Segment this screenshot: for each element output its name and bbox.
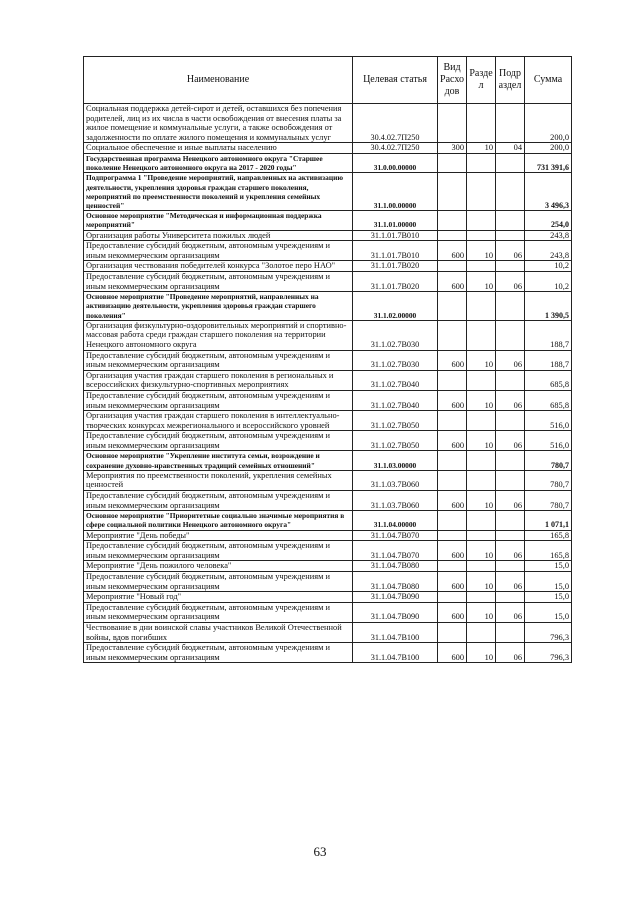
cell-name: Предоставление субсидий бюджетным, автономным учреждениям и иным некоммерческим организациям — [84, 541, 353, 561]
cell-sum: 685,8 — [525, 390, 572, 410]
cell-name: Предоставление субсидий бюджетным, автономным учреждениям и иным некоммерческим организациям — [84, 643, 353, 663]
cell-type — [438, 320, 467, 350]
cell-type: 300 — [438, 143, 467, 154]
header-subsection: Подр аздел — [496, 57, 525, 104]
header-name: Наименование — [84, 57, 353, 104]
cell-sum: 15,0 — [525, 602, 572, 622]
cell-section: 10 — [467, 541, 496, 561]
cell-type — [438, 511, 467, 530]
cell-code: 31.0.00.00000 — [353, 153, 438, 172]
cell-name: Организация физкультурно-оздоровительных мероприятий и спортивно-массовая работа среди граждан старшего поколения на территории Ненецкого автономного округа — [84, 320, 353, 350]
cell-sum: 731 391,6 — [525, 153, 572, 172]
table-row — [84, 541, 572, 561]
cell-name: Подпрограмма 1 "Проведение мероприятий, направленных на активизацию деятельности, укрепления здоровья граждан старшего поколения, мероприятий по преемственности поколений и укрепления семейных ценностей" — [84, 173, 353, 211]
cell-type — [438, 292, 467, 321]
cell-code: 31.1.01.7В020 — [353, 261, 438, 272]
cell-code: 30.4.02.7П250 — [353, 143, 438, 154]
cell-name: Мероприятия по преемственности поколений, укрепления семейных ценностей — [84, 470, 353, 490]
cell-section — [467, 470, 496, 490]
cell-subsection — [496, 592, 525, 603]
cell-section — [467, 592, 496, 603]
cell-sum: 15,0 — [525, 592, 572, 603]
cell-sum: 15,0 — [525, 572, 572, 592]
cell-type — [438, 211, 467, 230]
cell-name: Мероприятие "День пожилого человека" — [84, 561, 353, 572]
cell-type: 600 — [438, 241, 467, 261]
cell-section: 10 — [467, 431, 496, 451]
cell-sum: 243,8 — [525, 230, 572, 241]
cell-code: 31.1.02.7В030 — [353, 350, 438, 370]
cell-subsection: 06 — [496, 643, 525, 663]
cell-section — [467, 561, 496, 572]
table-row — [84, 230, 572, 241]
cell-section: 10 — [467, 602, 496, 622]
cell-code: 31.1.02.7В040 — [353, 370, 438, 390]
cell-name: Социальное обеспечение и иные выплаты населению — [84, 143, 353, 154]
cell-name: Социальная поддержка детей-сирот и детей, оставшихся без попечения родителей, лиц из их числа в части освобождения от внесения платы за жилое помещение и коммунальные услуги, а также освобождения от задолженности по оплате жилого помещения и коммунальных услуг — [84, 104, 353, 143]
cell-name: Основное мероприятие "Приоритетные социально значимые мероприятия в сфере социальной политики Ненецкого автономного округа" — [84, 511, 353, 530]
cell-sum: 10,2 — [525, 271, 572, 291]
cell-name: Основное мероприятие "Проведение мероприятий, направленных на активизацию деятельности, укрепления здоровья граждан старшего поколения" — [84, 292, 353, 321]
cell-subsection: 06 — [496, 431, 525, 451]
cell-sum: 254,0 — [525, 211, 572, 230]
cell-section — [467, 292, 496, 321]
cell-sum: 516,0 — [525, 431, 572, 451]
cell-sum: 200,0 — [525, 104, 572, 143]
table-row — [84, 572, 572, 592]
cell-code: 31.1.04.7В080 — [353, 561, 438, 572]
cell-type: 600 — [438, 350, 467, 370]
table-row — [84, 153, 572, 172]
cell-type: 600 — [438, 271, 467, 291]
cell-section — [467, 511, 496, 530]
table-row — [84, 104, 572, 143]
cell-name: Предоставление субсидий бюджетным, автономным учреждениям и иным некоммерческим организациям — [84, 350, 353, 370]
cell-name: Предоставление субсидий бюджетным, автономным учреждениям и иным некоммерческим организациям — [84, 390, 353, 410]
table-row — [84, 623, 572, 643]
table-row — [84, 431, 572, 451]
cell-section: 10 — [467, 390, 496, 410]
cell-subsection: 06 — [496, 390, 525, 410]
cell-type: 600 — [438, 390, 467, 410]
cell-name: Основное мероприятие "Методическая и информационная поддержка мероприятий" — [84, 211, 353, 230]
cell-subsection — [496, 511, 525, 530]
cell-subsection: 06 — [496, 241, 525, 261]
cell-sum: 165,8 — [525, 541, 572, 561]
cell-subsection — [496, 370, 525, 390]
cell-type — [438, 470, 467, 490]
cell-sum: 1 390,5 — [525, 292, 572, 321]
table-row — [84, 241, 572, 261]
cell-name: Государственная программа Ненецкого автономного округа "Старшее поколение Ненецкого автономного округа на 2017 - 2020 годы" — [84, 153, 353, 172]
cell-name: Основное мероприятие "Укрепление института семьи, возрождение и сохранение духовно-нравственных традиций семейных отношений" — [84, 451, 353, 470]
cell-subsection — [496, 530, 525, 541]
cell-code: 31.1.04.7В090 — [353, 602, 438, 622]
cell-type — [438, 370, 467, 390]
cell-code: 31.1.04.00000 — [353, 511, 438, 530]
cell-code: 31.1.03.7В060 — [353, 491, 438, 511]
cell-section: 10 — [467, 271, 496, 291]
cell-name: Предоставление субсидий бюджетным, автономным учреждениям и иным некоммерческим организациям — [84, 572, 353, 592]
cell-sum: 796,3 — [525, 643, 572, 663]
cell-sum: 1 071,1 — [525, 511, 572, 530]
cell-name: Предоставление субсидий бюджетным, автономным учреждениям и иным некоммерческим организациям — [84, 491, 353, 511]
cell-section — [467, 211, 496, 230]
header-sum: Сумма — [525, 57, 572, 104]
cell-type — [438, 451, 467, 470]
cell-code: 31.1.02.7В030 — [353, 320, 438, 350]
cell-section: 10 — [467, 143, 496, 154]
cell-subsection: 06 — [496, 350, 525, 370]
cell-section — [467, 173, 496, 211]
cell-name: Организация участия граждан старшего поколения в интеллектуально-творческих конкурсах межрегионального и всероссийского уровней — [84, 411, 353, 431]
cell-subsection: 06 — [496, 572, 525, 592]
cell-sum: 685,8 — [525, 370, 572, 390]
cell-type — [438, 530, 467, 541]
cell-code: 31.1.02.7В040 — [353, 390, 438, 410]
cell-section: 10 — [467, 643, 496, 663]
cell-type: 600 — [438, 541, 467, 561]
table-row — [84, 261, 572, 272]
cell-subsection — [496, 173, 525, 211]
table-row — [84, 271, 572, 291]
cell-sum: 796,3 — [525, 623, 572, 643]
table-row — [84, 211, 572, 230]
cell-code: 31.1.00.00000 — [353, 173, 438, 211]
cell-sum: 516,0 — [525, 411, 572, 431]
cell-code: 31.1.01.7В010 — [353, 241, 438, 261]
cell-code: 31.1.03.00000 — [353, 451, 438, 470]
cell-type: 600 — [438, 643, 467, 663]
cell-subsection — [496, 153, 525, 172]
cell-name: Мероприятие "Новый год" — [84, 592, 353, 603]
table-row — [84, 602, 572, 622]
cell-section — [467, 411, 496, 431]
cell-section — [467, 370, 496, 390]
cell-section — [467, 451, 496, 470]
table-row — [84, 292, 572, 321]
cell-subsection — [496, 320, 525, 350]
cell-type — [438, 561, 467, 572]
cell-name: Организация участия граждан старшего поколения в региональных и всероссийских физкультурно-спортивных мероприятиях — [84, 370, 353, 390]
cell-section — [467, 104, 496, 143]
cell-code: 31.1.02.00000 — [353, 292, 438, 321]
cell-code: 31.1.02.7В050 — [353, 431, 438, 451]
cell-type: 600 — [438, 602, 467, 622]
cell-code: 31.1.04.7В100 — [353, 643, 438, 663]
cell-subsection: 06 — [496, 491, 525, 511]
cell-section — [467, 261, 496, 272]
cell-type — [438, 173, 467, 211]
cell-name: Мероприятие "День победы" — [84, 530, 353, 541]
cell-type — [438, 230, 467, 241]
cell-subsection — [496, 104, 525, 143]
cell-sum: 200,0 — [525, 143, 572, 154]
table-row — [84, 173, 572, 211]
cell-type — [438, 153, 467, 172]
page-number: 63 — [313, 844, 327, 859]
table-row — [84, 390, 572, 410]
cell-name: Организация работы Университета пожилых людей — [84, 230, 353, 241]
header-type: Вид Расхо дов — [438, 57, 467, 104]
cell-subsection — [496, 451, 525, 470]
cell-type — [438, 592, 467, 603]
cell-code: 31.1.01.7В020 — [353, 271, 438, 291]
cell-name: Предоставление субсидий бюджетным, автономным учреждениям и иным некоммерческим организациям — [84, 431, 353, 451]
cell-subsection: 04 — [496, 143, 525, 154]
cell-subsection — [496, 230, 525, 241]
table-row — [84, 561, 572, 572]
cell-section — [467, 623, 496, 643]
cell-section: 10 — [467, 491, 496, 511]
cell-subsection — [496, 211, 525, 230]
cell-name: Организация чествования победителей конкурса "Золотое перо НАО" — [84, 261, 353, 272]
cell-subsection: 06 — [496, 271, 525, 291]
cell-sum: 780,7 — [525, 491, 572, 511]
cell-code: 31.1.04.7В070 — [353, 530, 438, 541]
table-header-row — [84, 57, 572, 104]
cell-code: 31.1.04.7В080 — [353, 572, 438, 592]
cell-type: 600 — [438, 431, 467, 451]
cell-type — [438, 411, 467, 431]
cell-subsection — [496, 561, 525, 572]
table-row — [84, 411, 572, 431]
table-row — [84, 491, 572, 511]
cell-type — [438, 104, 467, 143]
table-row — [84, 592, 572, 603]
header-section: Разде л — [467, 57, 496, 104]
cell-sum: 3 496,3 — [525, 173, 572, 211]
cell-name: Предоставление субсидий бюджетным, автономным учреждениям и иным некоммерческим организациям — [84, 271, 353, 291]
cell-subsection — [496, 292, 525, 321]
cell-code: 31.1.02.7В050 — [353, 411, 438, 431]
table-row — [84, 470, 572, 490]
cell-subsection: 06 — [496, 602, 525, 622]
cell-code: 31.1.04.7В100 — [353, 623, 438, 643]
cell-sum: 780,7 — [525, 470, 572, 490]
cell-section: 10 — [467, 241, 496, 261]
cell-subsection — [496, 470, 525, 490]
table-row — [84, 451, 572, 470]
cell-code: 31.1.03.7В060 — [353, 470, 438, 490]
cell-sum: 188,7 — [525, 350, 572, 370]
cell-sum: 15,0 — [525, 561, 572, 572]
table-row — [84, 350, 572, 370]
table-body — [84, 104, 572, 663]
cell-subsection — [496, 411, 525, 431]
cell-section: 10 — [467, 350, 496, 370]
cell-name: Чествование в дни воинской славы участников Великой Отечественной войны, вдов погибших — [84, 623, 353, 643]
cell-subsection — [496, 261, 525, 272]
cell-sum: 780,7 — [525, 451, 572, 470]
cell-section — [467, 320, 496, 350]
cell-section — [467, 230, 496, 241]
cell-code: 30.4.02.7П250 — [353, 104, 438, 143]
table-row — [84, 511, 572, 530]
cell-sum: 188,7 — [525, 320, 572, 350]
cell-section — [467, 530, 496, 541]
cell-code: 31.1.04.7В090 — [353, 592, 438, 603]
cell-subsection — [496, 623, 525, 643]
header-code: Целевая статья — [353, 57, 438, 104]
cell-type: 600 — [438, 572, 467, 592]
cell-sum: 165,8 — [525, 530, 572, 541]
cell-code: 31.1.01.00000 — [353, 211, 438, 230]
cell-sum: 10,2 — [525, 261, 572, 272]
cell-code: 31.1.04.7В070 — [353, 541, 438, 561]
cell-type: 600 — [438, 491, 467, 511]
table-row — [84, 143, 572, 154]
cell-sum: 243,8 — [525, 241, 572, 261]
cell-code: 31.1.01.7В010 — [353, 230, 438, 241]
table-row — [84, 643, 572, 663]
table-row — [84, 530, 572, 541]
table-row — [84, 320, 572, 350]
cell-subsection: 06 — [496, 541, 525, 561]
cell-type — [438, 261, 467, 272]
cell-name: Предоставление субсидий бюджетным, автономным учреждениям и иным некоммерческим организациям — [84, 241, 353, 261]
cell-name: Предоставление субсидий бюджетным, автономным учреждениям и иным некоммерческим организациям — [84, 602, 353, 622]
cell-type — [438, 623, 467, 643]
budget-table — [83, 56, 572, 663]
cell-section — [467, 153, 496, 172]
table-row — [84, 370, 572, 390]
cell-section: 10 — [467, 572, 496, 592]
